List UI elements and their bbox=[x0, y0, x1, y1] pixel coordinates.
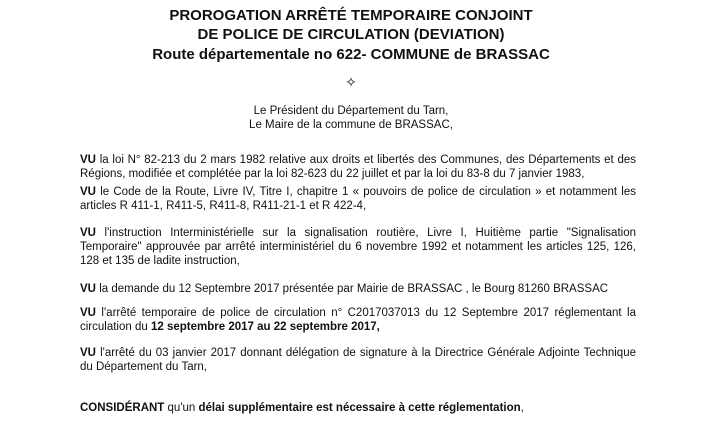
vu-paragraph-arrete-temporaire bbox=[80, 306, 636, 334]
considerant-keyword: CONSIDÉRANT bbox=[80, 402, 165, 414]
paragraph-line bbox=[80, 226, 636, 240]
paragraph-text: la loi N° 82-213 du 2 mars 1982 relative aux droits et libertés des Communes, des Départements et des bbox=[99, 154, 637, 166]
paragraph-line: articles R 411-1, R411-5, R411-8, R411-21-1 et R 422-4, bbox=[80, 200, 367, 212]
paragraph-bold-text: délai supplémentaire est nécessaire à cette réglementation bbox=[198, 402, 521, 414]
date-connector: au bbox=[257, 321, 271, 333]
paragraph-line: 128 et 135 de ladite instruction, bbox=[80, 255, 240, 267]
paragraph-line bbox=[80, 320, 636, 334]
author-mayor: Le Maire de la commune de BRASSAC, bbox=[249, 119, 453, 131]
paragraph-line: du Département du Tarn, bbox=[80, 361, 208, 373]
vu-paragraph-code-route bbox=[80, 185, 636, 213]
paragraph-line bbox=[80, 306, 636, 320]
paragraph-text: qu'un bbox=[164, 402, 199, 414]
document-title-line-1: PROROGATION ARRÊTÉ TEMPORAIRE CONJOINT bbox=[169, 7, 533, 24]
paragraph-line bbox=[80, 185, 636, 199]
vu-paragraph-demande bbox=[80, 282, 636, 296]
vu-paragraph-delegation bbox=[80, 346, 636, 374]
document-title-line-3: Route départementale no 622- COMMUNE de BRASSAC bbox=[152, 46, 550, 63]
vu-keyword: VU bbox=[80, 186, 96, 198]
date-end: 22 septembre 2017, bbox=[273, 321, 380, 333]
paragraph-text: le Code de la Route, Livre IV, Titre I, chapitre 1 « pouvoirs de police de circulation » et notamment les bbox=[100, 186, 636, 198]
document-title-line-2: DE POLICE DE CIRCULATION (DEVIATION) bbox=[197, 26, 505, 43]
paragraph-line bbox=[80, 346, 636, 360]
date-start: 12 septembre 2017 bbox=[150, 321, 254, 333]
vu-paragraph-instruction bbox=[80, 226, 636, 268]
considerant-paragraph bbox=[80, 401, 636, 415]
paragraph-line bbox=[80, 153, 636, 167]
paragraph-line: Régions, modifiée et complétée par la loi 82-623 du 22 juillet et par la loi du 83-8 du 7 janvier 1983, bbox=[80, 168, 585, 180]
paragraph-line bbox=[80, 282, 636, 296]
vu-keyword: VU bbox=[80, 307, 96, 319]
paragraph-text: circulation du bbox=[80, 321, 151, 333]
paragraph-text: l'instruction Interministérielle sur la signalisation routière, Livre I, Huitième partie "Signalisation bbox=[104, 227, 636, 239]
vu-paragraph-law-82-213 bbox=[80, 153, 636, 181]
vu-keyword: VU bbox=[80, 347, 96, 359]
vu-keyword: VU bbox=[80, 283, 96, 295]
paragraph-line bbox=[80, 401, 636, 415]
author-president: Le Président du Département du Tarn, bbox=[253, 105, 449, 117]
paragraph-line: Temporaire" approuvée par arrêté interministériel du 6 novembre 1992 et notamment les articles 125, 126, bbox=[80, 241, 636, 253]
paragraph-text: l'arrêté temporaire de police de circulation n° C2017037013 du 12 Septembre 2017 réglementant la bbox=[101, 307, 636, 319]
paragraph-text: l'arrêté du 03 janvier 2017 donnant délégation de signature à la Directrice Générale Adjointe Technique bbox=[100, 347, 636, 359]
ornament-star-icon: ✧ bbox=[345, 74, 357, 90]
paragraph-text: la demande du 12 Septembre 2017 présentée par Mairie de BRASSAC , le Bourg 81260 BRASSAC bbox=[99, 283, 609, 295]
vu-keyword: VU bbox=[80, 227, 96, 239]
vu-keyword: VU bbox=[80, 154, 96, 166]
paragraph-text: , bbox=[520, 402, 524, 414]
